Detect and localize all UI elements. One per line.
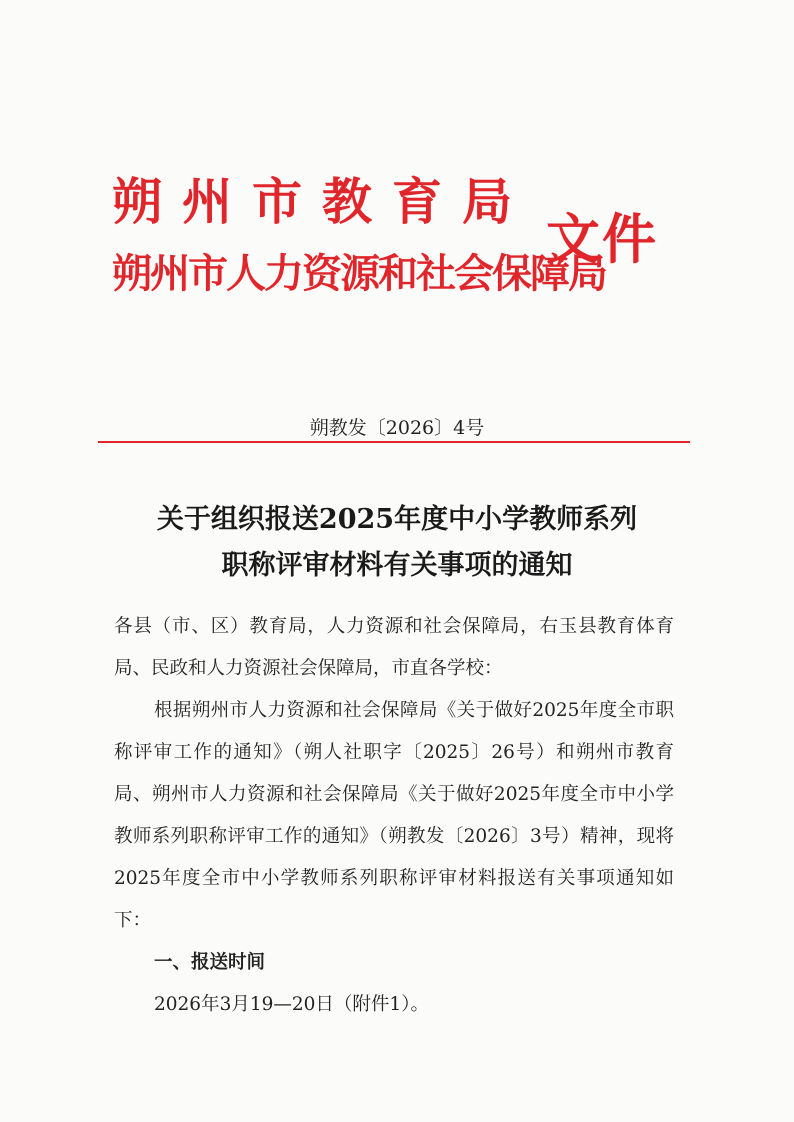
notice-title-line1: 关于组织报送2025年度中小学教师系列 (156, 504, 638, 535)
notice-body (114, 606, 674, 1026)
recipients: 各县（市、区）教育局，人力资源和社会保障局，右玉县教育体育局、民政和人力资源社会保障局，市直各学校： (114, 616, 674, 679)
document-type-label: 文件 (546, 207, 658, 271)
body-paragraph: 根据朔州市人力资源和社会保障局《关于做好2025年度全市职称评审工作的通知》（朔人社职字〔2025〕26号）和朔州市教育局、朔州市人力资源和社会保障局《关于做好2025年度全市中小学教师系列职称评审工作的通知》（朔教发〔2026〕3号）精神，现将2025年度全市中小学教师系列职称评审材料报送有关事项通知如下： (114, 700, 674, 931)
section-text-submission-time: 2026年3月19—20日（附件1）。 (154, 994, 429, 1015)
notice-title-line2: 职称评审材料有关事项的通知 (221, 550, 573, 581)
section-heading-submission-time: 一、报送时间 (154, 952, 266, 973)
document-number: 朔教发〔2026〕4号 (309, 417, 485, 439)
red-divider-line (98, 441, 690, 443)
issuer-education-bureau: 朔州市教育局 (112, 172, 532, 231)
issuer-hr-bureau: 朔州市人力资源和社会保障局 (112, 250, 606, 297)
